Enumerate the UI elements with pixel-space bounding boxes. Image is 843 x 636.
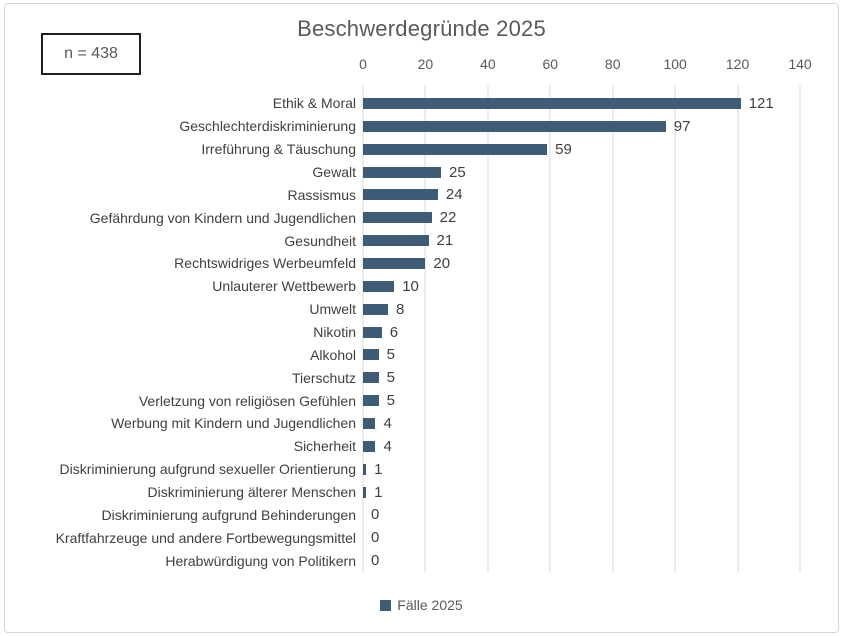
bar-value-label: 5 [386,369,395,387]
bar [363,258,425,269]
x-tick-label: 120 [725,56,750,72]
legend [5,597,838,613]
category-labels [13,92,356,572]
category-label: Gesundheit [284,232,356,249]
legend-swatch-icon [380,600,391,611]
sample-size-box [41,33,141,75]
bar-row [363,435,800,458]
bar-row [363,183,800,206]
bar [363,189,438,200]
bar [363,121,666,132]
bar-value-label: 5 [386,346,395,364]
bar-rows [363,92,800,572]
sample-size-label: n = 438 [64,45,118,62]
x-tick-label: 20 [417,56,434,72]
category-label: Diskriminierung älterer Menschen [147,484,356,501]
bar [363,235,429,246]
category-label: Gewalt [312,164,356,180]
category-label: Irreführung & Täuschung [201,141,356,158]
bar [363,144,547,155]
bar-value-label: 21 [436,232,454,250]
x-tick-label: 100 [663,56,687,72]
bar-row [363,161,800,184]
category-label: Herabwürdigung von Politikern [165,552,356,569]
bar-row [363,481,800,504]
category-label: Rechtswidriges Werbeumfeld [174,255,356,272]
bar-row [363,92,800,115]
bar-value-label: 10 [402,277,419,295]
bar-row [363,252,800,275]
x-tick-label: 40 [480,56,496,72]
category-label: Rassismus [287,186,356,203]
bar [363,98,741,109]
x-tick-label: 0 [359,56,367,72]
bar-value-label: 6 [389,323,399,341]
bar-row [363,389,800,412]
bar-row [363,526,800,549]
bar-value-label: 59 [555,140,572,158]
category-label: Tierschutz [291,369,356,386]
bar-value-label: 8 [395,300,405,318]
category-label: Kraftfahrzeuge und andere Fortbewegungsmittel [55,529,356,546]
x-tick-label: 140 [788,56,812,72]
bar-row [363,298,800,321]
bar-value-label: 20 [433,254,451,272]
bar-value-label: 1 [374,483,383,501]
bar-value-label: 4 [383,437,392,455]
bar-value-label: 4 [383,414,392,432]
bar-value-label: 5 [386,392,395,410]
plot-area [363,92,800,572]
bar [363,349,379,360]
x-tick-label: 80 [604,56,621,72]
bar-value-label: 24 [445,186,463,204]
category-label: Diskriminierung aufgrund Behinderungen [101,506,356,523]
bar-row [363,321,800,344]
x-tick-label: 60 [542,56,559,72]
bar [363,372,379,383]
bar-row [363,458,800,481]
bar [363,487,366,498]
category-label: Unlauterer Wettbewerb [212,278,356,295]
bar-value-label: 1 [374,460,383,478]
category-label: Alkohol [310,346,356,363]
bar [363,441,375,452]
bar [363,418,375,429]
bar [363,304,388,315]
bar [363,327,382,338]
bar-row [363,206,800,229]
category-label: Werbung mit Kindern und Jugendlichen [111,415,356,432]
bar-row [363,549,800,572]
bar-row [363,366,800,389]
chart-frame [4,3,839,633]
bar [363,212,432,223]
category-label: Sicherheit [293,438,356,455]
bar-value-label: 0 [371,552,380,570]
bar [363,281,394,292]
bar-row [363,503,800,526]
chart-title: Beschwerdegründe 2025 [297,16,546,41]
legend-label: Fälle 2025 [397,597,463,613]
bar-row [363,229,800,252]
category-label: Verletzung von religiösen Gefühlen [138,392,356,409]
x-axis-labels [359,56,812,76]
bar-row [363,343,800,366]
bar [363,464,366,475]
category-label: Ethik & Moral [272,95,356,112]
bar [363,167,441,178]
bar-value-label: 22 [439,209,457,227]
bar-row [363,115,800,138]
bar-value-label: 97 [673,117,691,135]
bar [363,395,379,406]
bar-row [363,138,800,161]
bar-value-label: 0 [371,506,380,524]
bar-value-label: 121 [748,94,774,112]
bar-value-label: 25 [449,163,466,181]
category-label: Geschlechterdiskriminierung [179,118,356,135]
category-label: Nikotin [313,324,356,341]
bar-row [363,412,800,435]
bar-value-label: 0 [371,529,380,547]
bar-row [363,275,800,298]
category-label: Diskriminierung aufgrund sexueller Orientierung [59,461,356,478]
category-label: Gefährdung von Kindern und Jugendlichen [89,209,356,226]
category-label: Umwelt [309,301,356,318]
